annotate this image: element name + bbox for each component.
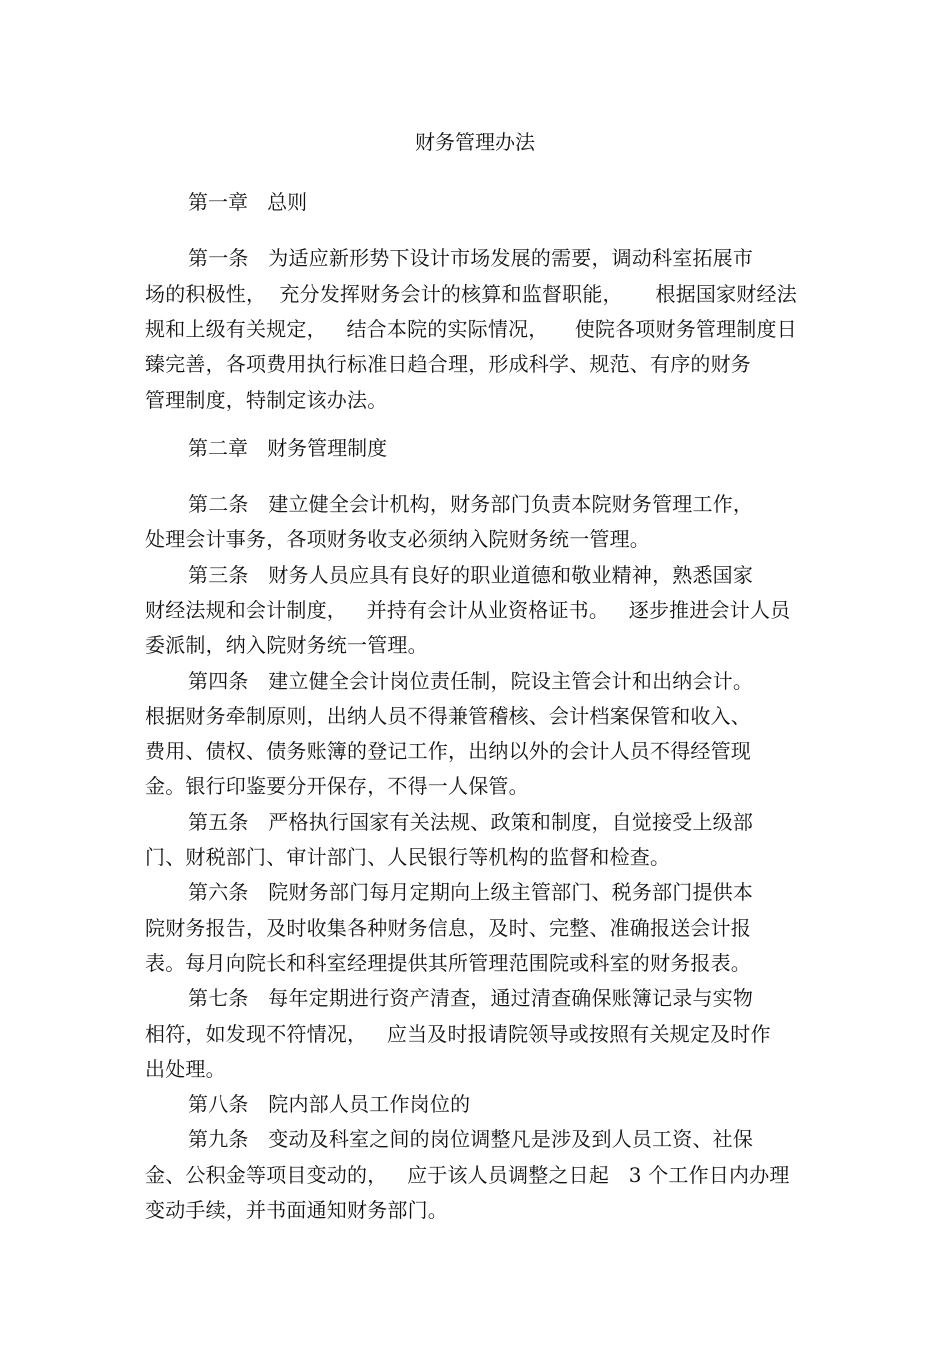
- article-2-line-2: 处理会计事务，各项财务收支必须纳入院财务统一管理。: [145, 527, 650, 551]
- article-4-line-1: 第四条 建立健全会计岗位责任制，院设主管会计和出纳会计。: [188, 669, 754, 693]
- article-3-line-3: 委派制，纳入院财务统一管理。: [145, 633, 428, 657]
- article-2-line-1: 第二条 建立健全会计机构，财务部门负责本院财务管理工作，: [188, 492, 754, 516]
- article-6-line-1: 第六条 院财务部门每月定期向上级主管部门、税务部门提供本: [188, 880, 754, 904]
- article-1-line-5: 管理制度，特制定该办法。: [145, 388, 388, 412]
- article-3-line-1: 第三条 财务人员应具有良好的职业道德和敬业精神，熟悉国家: [188, 563, 754, 587]
- article-7-line-2: 相符，如发现不符情况， 应当及时报请院领导或按照有关规定及时作: [145, 1022, 771, 1046]
- article-5-line-1: 第五条 严格执行国家有关法规、政策和制度，自觉接受上级部: [188, 810, 754, 834]
- article-3-line-2: 财经法规和会计制度， 并持有会计从业资格证书。 逐步推进会计人员: [145, 598, 791, 622]
- article-9-line-2: 金、公积金等项目变动的， 应于该人员调整之日起 3 个工作日内办理: [145, 1163, 790, 1187]
- article-4-line-3: 费用、债权、债务账簿的登记工作，出纳以外的会计人员不得经管现: [145, 739, 751, 763]
- article-9-line-3: 变动手续，并书面通知财务部门。: [145, 1198, 448, 1222]
- article-6-line-3: 表。每月向院长和科室经理提供其所管理范围院或科室的财务报表。: [145, 951, 751, 975]
- article-4-line-2: 根据财务牵制原则，出纳人员不得兼管稽核、会计档案保管和收入、: [145, 704, 751, 728]
- article-6-line-2: 院财务报告，及时收集各种财务信息，及时、完整、准确报送会计报: [145, 916, 751, 940]
- document-title: 财务管理办法: [415, 130, 535, 154]
- article-8-line-1: 第八条 院内部人员工作岗位的: [188, 1092, 471, 1116]
- article-1-line-1: 第一条 为适应新形势下设计市场发展的需要，调动科室拓展市: [188, 246, 754, 270]
- article-9-line-1: 第九条 变动及科室之间的岗位调整凡是涉及到人员工资、社保: [188, 1127, 754, 1151]
- chapter-heading-2: 第二章 财务管理制度: [188, 436, 388, 460]
- article-1-line-2: 场的积极性， 充分发挥财务会计的核算和监督职能， 根据国家财经法: [145, 282, 797, 306]
- article-7-line-1: 第七条 每年定期进行资产清查，通过清查确保账簿记录与实物: [188, 986, 754, 1010]
- article-1-line-3: 规和上级有关规定， 结合本院的实际情况， 使院各项财务管理制度日: [145, 317, 797, 341]
- article-5-line-2: 门、财税部门、审计部门、人民银行等机构的监督和检查。: [145, 845, 671, 869]
- article-4-line-4: 金。银行印鉴要分开保存，不得一人保管。: [145, 774, 529, 798]
- article-1-line-4: 臻完善，各项费用执行标准日趋合理，形成科学、规范、有序的财务: [145, 352, 751, 376]
- chapter-heading-1: 第一章 总则: [188, 190, 308, 214]
- article-7-line-3: 出处理。: [145, 1057, 226, 1081]
